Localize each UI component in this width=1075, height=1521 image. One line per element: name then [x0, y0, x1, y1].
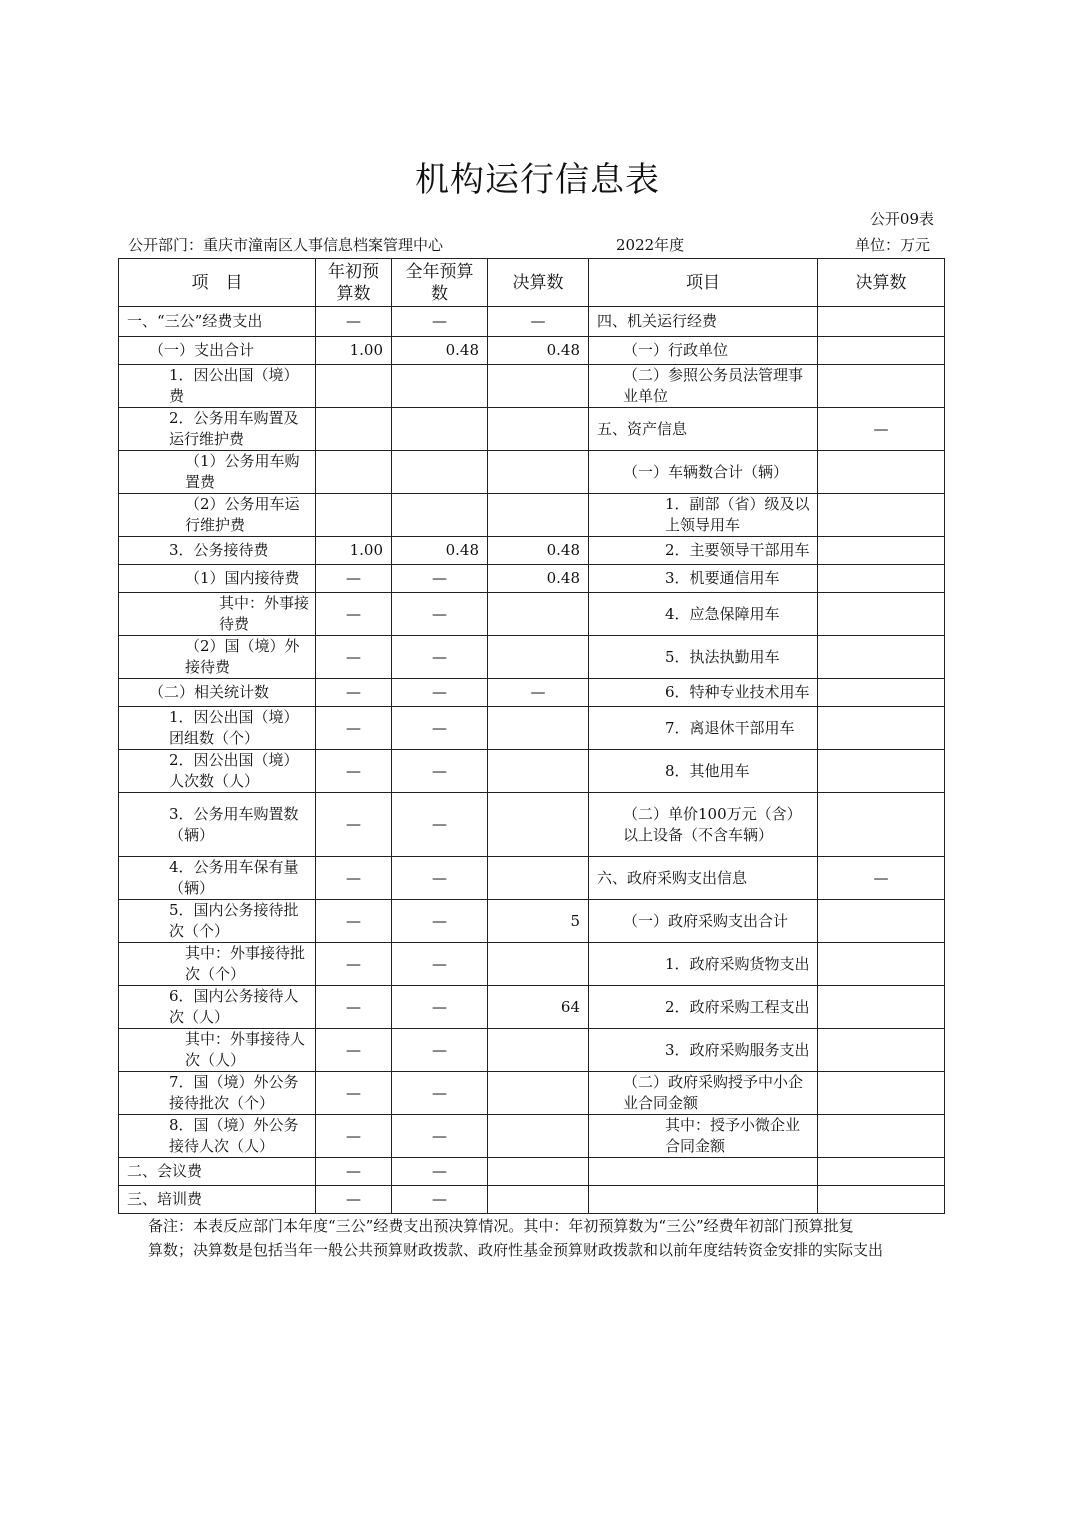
table-number: 公开09表	[869, 210, 934, 228]
cell-annual-budget: —	[392, 679, 488, 707]
cell-initial-budget: —	[316, 307, 392, 337]
table-row	[119, 1115, 945, 1158]
cell-item: 一、“三公”经费支出	[119, 307, 316, 337]
cell-item: 5．国内公务接待批次（个）	[119, 900, 316, 943]
cell-final-2	[818, 565, 945, 593]
cell-item-2: （一）政府采购支出合计	[589, 900, 818, 943]
table-row	[119, 636, 945, 679]
cell-item: 其中：外事接待批次（个）	[119, 943, 316, 986]
cell-final-2	[818, 707, 945, 750]
cell-final-2: —	[818, 857, 945, 900]
cell-initial-budget: —	[316, 679, 392, 707]
cell-item-2	[589, 1186, 818, 1214]
cell-final-2	[818, 943, 945, 986]
cell-initial-budget: —	[316, 593, 392, 636]
table-row	[119, 593, 945, 636]
cell-item-2: 四、机关运行经费	[589, 307, 818, 337]
cell-final	[488, 707, 589, 750]
footnote	[148, 1214, 948, 1262]
cell-annual-budget: —	[392, 793, 488, 857]
cell-annual-budget: —	[392, 707, 488, 750]
header-item-2: 项目	[589, 259, 818, 307]
table-row	[119, 943, 945, 986]
table-row	[119, 565, 945, 593]
footnote-line-1: 备注：本表反应部门本年度“三公”经费支出预决算情况。其中：年初预算数为“三公”经费年初部门预算批复	[148, 1217, 854, 1235]
year-label: 2022年度	[616, 236, 685, 254]
cell-final	[488, 943, 589, 986]
cell-item: 1．因公出国（境）团组数（个）	[119, 707, 316, 750]
header-final: 决算数	[488, 259, 589, 307]
cell-item-2: 1．副部（省）级及以上领导用车	[589, 494, 818, 537]
cell-final	[488, 1115, 589, 1158]
table-row	[119, 857, 945, 900]
cell-item: 7．国（境）外公务接待批次（个）	[119, 1072, 316, 1115]
cell-item-2: （一）行政单位	[589, 337, 818, 365]
table-row	[119, 793, 945, 857]
cell-annual-budget: —	[392, 636, 488, 679]
cell-annual-budget: 0.48	[392, 337, 488, 365]
cell-final-2	[818, 750, 945, 793]
cell-item: 其中：外事接待人次（人）	[119, 1029, 316, 1072]
cell-final-2	[818, 793, 945, 857]
cell-item: 3．公务接待费	[119, 537, 316, 565]
cell-item-2: （一）车辆数合计（辆）	[589, 451, 818, 494]
footnote-line-2: 算数；决算数是包括当年一般公共预算财政拨款、政府性基金预算财政拨款和以前年度结转资金安排的实际支出	[148, 1241, 884, 1259]
cell-item-2: 其中：授予小微企业合同金额	[589, 1115, 818, 1158]
cell-initial-budget: —	[316, 857, 392, 900]
cell-item: （二）相关统计数	[119, 679, 316, 707]
cell-final	[488, 636, 589, 679]
cell-annual-budget: —	[392, 750, 488, 793]
header-final-2: 决算数	[818, 259, 945, 307]
cell-initial-budget: —	[316, 900, 392, 943]
cell-item-2: 7．离退休干部用车	[589, 707, 818, 750]
cell-annual-budget: —	[392, 1115, 488, 1158]
cell-final	[488, 365, 589, 408]
cell-initial-budget	[316, 494, 392, 537]
table-row	[119, 451, 945, 494]
cell-item-2: 5．执法执勤用车	[589, 636, 818, 679]
page-title: 机构运行信息表	[415, 160, 660, 200]
table-row	[119, 707, 945, 750]
cell-annual-budget	[392, 365, 488, 408]
cell-item-2: 6．特种专业技术用车	[589, 679, 818, 707]
table-row	[119, 494, 945, 537]
table-row	[119, 1029, 945, 1072]
cell-initial-budget: —	[316, 707, 392, 750]
cell-final: —	[488, 679, 589, 707]
cell-annual-budget: —	[392, 565, 488, 593]
cell-item-2: 4．应急保障用车	[589, 593, 818, 636]
cell-annual-budget: —	[392, 986, 488, 1029]
header-item: 项 目	[119, 259, 316, 307]
cell-item-2: 8．其他用车	[589, 750, 818, 793]
table-row	[119, 986, 945, 1029]
cell-initial-budget: 1.00	[316, 337, 392, 365]
cell-initial-budget: —	[316, 1072, 392, 1115]
table-row	[119, 1158, 945, 1186]
cell-item: 3．公务用车购置数（辆）	[119, 793, 316, 857]
cell-final-2	[818, 1115, 945, 1158]
cell-final	[488, 857, 589, 900]
table-row	[119, 679, 945, 707]
cell-annual-budget: 0.48	[392, 537, 488, 565]
header-annual-budget: 全年预算数	[392, 259, 488, 307]
cell-item: 2．公务用车购置及运行维护费	[119, 408, 316, 451]
cell-item-2: 2．政府采购工程支出	[589, 986, 818, 1029]
cell-initial-budget: —	[316, 636, 392, 679]
cell-final-2	[818, 307, 945, 337]
cell-annual-budget: —	[392, 943, 488, 986]
cell-item-2: （二）参照公务员法管理事业单位	[589, 365, 818, 408]
cell-initial-budget: —	[316, 943, 392, 986]
cell-item: （1）公务用车购置费	[119, 451, 316, 494]
table-row	[119, 1072, 945, 1115]
cell-item: 2．因公出国（境）人次数（人）	[119, 750, 316, 793]
table-row	[119, 900, 945, 943]
table-row	[119, 408, 945, 451]
cell-item: 4．公务用车保有量（辆）	[119, 857, 316, 900]
cell-item-2: 3．政府采购服务支出	[589, 1029, 818, 1072]
cell-item: 6．国内公务接待人次（人）	[119, 986, 316, 1029]
cell-annual-budget: —	[392, 900, 488, 943]
cell-final	[488, 750, 589, 793]
cell-item: 其中：外事接待费	[119, 593, 316, 636]
department-label: 公开部门：重庆市潼南区人事信息档案管理中心	[128, 236, 444, 254]
cell-annual-budget: —	[392, 1186, 488, 1214]
cell-item: 1．因公出国（境）费	[119, 365, 316, 408]
cell-final: 0.48	[488, 537, 589, 565]
cell-item: （1）国内接待费	[119, 565, 316, 593]
cell-item: 8．国（境）外公务接待人次（人）	[119, 1115, 316, 1158]
cell-final	[488, 1072, 589, 1115]
cell-item: （2）公务用车运行维护费	[119, 494, 316, 537]
cell-initial-budget: —	[316, 1115, 392, 1158]
cell-final-2	[818, 900, 945, 943]
cell-final-2: —	[818, 408, 945, 451]
cell-final-2	[818, 337, 945, 365]
cell-item-2: 1．政府采购货物支出	[589, 943, 818, 986]
cell-final-2	[818, 1158, 945, 1186]
cell-final	[488, 1186, 589, 1214]
cell-initial-budget: —	[316, 986, 392, 1029]
cell-item-2: （二）单价100万元（含）以上设备（不含车辆）	[589, 793, 818, 857]
cell-initial-budget: —	[316, 750, 392, 793]
cell-item-2: 五、资产信息	[589, 408, 818, 451]
cell-initial-budget: —	[316, 1158, 392, 1186]
cell-final	[488, 793, 589, 857]
cell-initial-budget	[316, 451, 392, 494]
cell-annual-budget: —	[392, 1072, 488, 1115]
cell-initial-budget: —	[316, 793, 392, 857]
cell-item: （一）支出合计	[119, 337, 316, 365]
cell-final: —	[488, 307, 589, 337]
cell-item-2	[589, 1158, 818, 1186]
cell-final-2	[818, 537, 945, 565]
cell-annual-budget: —	[392, 593, 488, 636]
table-row	[119, 365, 945, 408]
cell-item: 二、会议费	[119, 1158, 316, 1186]
cell-annual-budget: —	[392, 307, 488, 337]
cell-initial-budget	[316, 365, 392, 408]
cell-initial-budget: —	[316, 565, 392, 593]
cell-final-2	[818, 1186, 945, 1214]
cell-final-2	[818, 1072, 945, 1115]
table-row	[119, 537, 945, 565]
cell-item-2: （二）政府采购授予中小企业合同金额	[589, 1072, 818, 1115]
cell-item: 三、培训费	[119, 1186, 316, 1214]
cell-initial-budget: —	[316, 1186, 392, 1214]
cell-initial-budget: —	[316, 1029, 392, 1072]
cell-final: 0.48	[488, 337, 589, 365]
cell-final-2	[818, 451, 945, 494]
cell-final-2	[818, 494, 945, 537]
cell-annual-budget	[392, 494, 488, 537]
table-row	[119, 1186, 945, 1214]
cell-item: （2）国（境）外接待费	[119, 636, 316, 679]
cell-item-2: 六、政府采购支出信息	[589, 857, 818, 900]
cell-annual-budget: —	[392, 1158, 488, 1186]
cell-final: 64	[488, 986, 589, 1029]
cell-final: 5	[488, 900, 589, 943]
cell-annual-budget: —	[392, 1029, 488, 1072]
cell-final	[488, 494, 589, 537]
operation-info-table	[118, 258, 945, 1214]
cell-final-2	[818, 679, 945, 707]
cell-final-2	[818, 1029, 945, 1072]
unit-label: 单位：万元	[854, 236, 930, 254]
cell-initial-budget	[316, 408, 392, 451]
table-row	[119, 307, 945, 337]
table-row	[119, 750, 945, 793]
cell-item-2: 2．主要领导干部用车	[589, 537, 818, 565]
cell-item-2: 3．机要通信用车	[589, 565, 818, 593]
cell-final	[488, 1029, 589, 1072]
cell-final-2	[818, 986, 945, 1029]
cell-annual-budget	[392, 408, 488, 451]
cell-final	[488, 1158, 589, 1186]
cell-initial-budget: 1.00	[316, 537, 392, 565]
cell-annual-budget: —	[392, 857, 488, 900]
cell-final	[488, 451, 589, 494]
table-row	[119, 337, 945, 365]
cell-final-2	[818, 636, 945, 679]
cell-final-2	[818, 593, 945, 636]
cell-annual-budget	[392, 451, 488, 494]
header-initial-budget: 年初预算数	[316, 259, 392, 307]
cell-final-2	[818, 365, 945, 408]
cell-final	[488, 593, 589, 636]
cell-final	[488, 408, 589, 451]
cell-final: 0.48	[488, 565, 589, 593]
